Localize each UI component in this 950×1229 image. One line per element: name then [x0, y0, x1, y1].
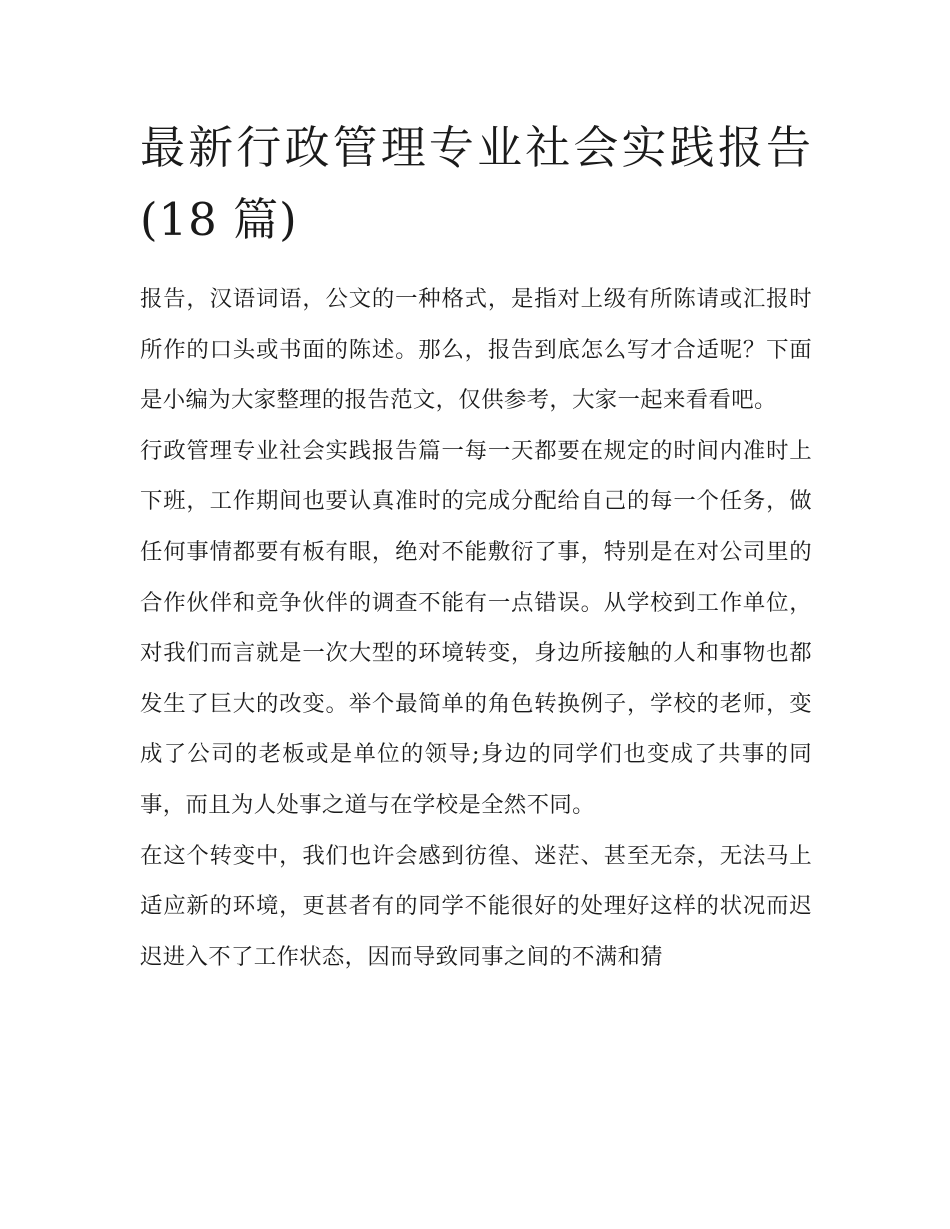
paragraph-transition: 在这个转变中，我们也许会感到彷徨、迷茫、甚至无奈，无法马上适应新的环境，更甚者有的同学不能很好的处理好这样的状况而迟迟进入不了工作状态，因而导致同事之间的不满和猜: [140, 842, 812, 970]
document-title: 最新行政管理专业社会实践报告(18 篇): [140, 121, 812, 246]
paragraph-article-one: 行政管理专业社会实践报告篇一每一天都要在规定的时间内准时上下班，工作期间也要认真准时的完成分配给自己的每一个任务，做任何事情都要有板有眼，绝对不能敷衍了事，特别是在对公司里的合作伙伴和竞争伙伴的调查不能有一点错误。从学校到工作单位，对我们而言就是一次大型的环境转变，身边所接触的人和事物也都发生了巨大的改变。举个最简单的角色转换例子，学校的老师，变成了公司的老板或是单位的领导;身边的同学们也变成了共事的同事，而且为人处事之道与在学校是全然不同。: [140, 437, 812, 818]
paragraph-intro: 报告，汉语词语，公文的一种格式，是指对上级有所陈请或汇报时所作的口头或书面的陈述。那么，报告到底怎么写才合适呢？下面是小编为大家整理的报告范文，仅供参考，大家一起来看看吧。: [140, 286, 812, 414]
document-body: [140, 112, 812, 982]
